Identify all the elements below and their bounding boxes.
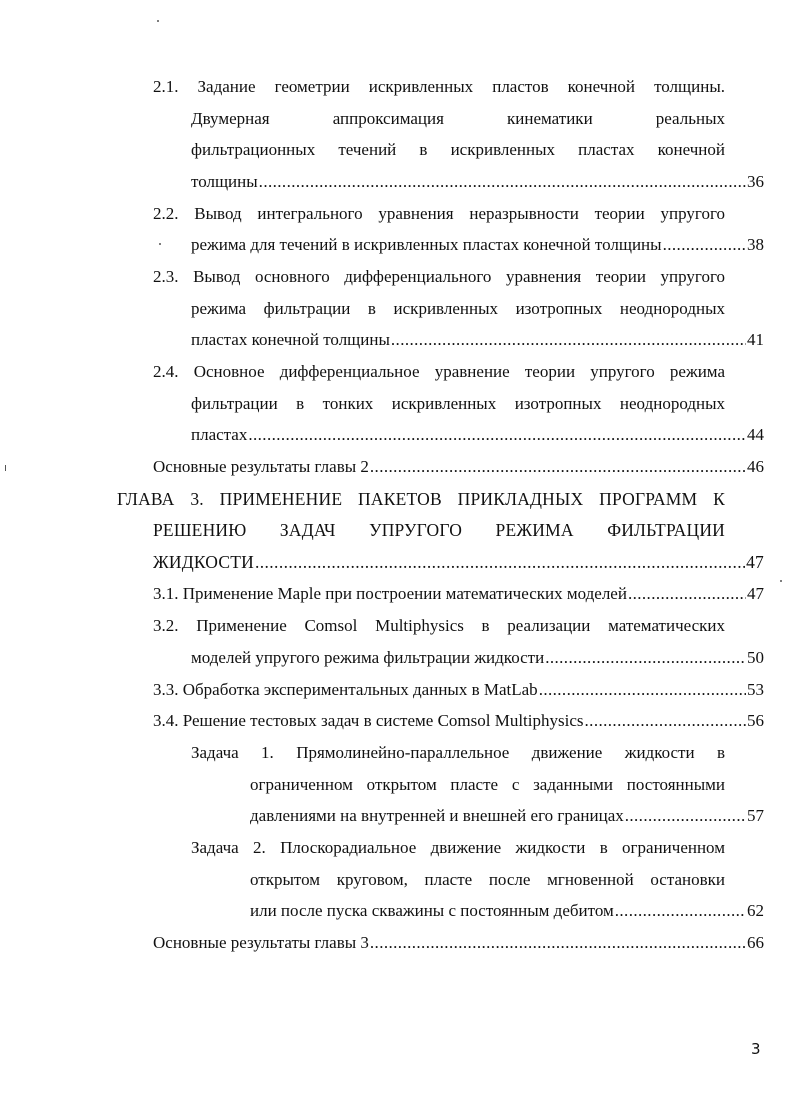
- toc-entry-3-3: [153, 678, 764, 702]
- toc-3-3-text: 3.3. Обработка экспериментальных данных в MatLab: [153, 680, 538, 699]
- toc-2-1-line-3: фильтрационных течений в искривленных пластах конечной: [191, 140, 725, 159]
- toc-entry-3-2: [191, 646, 764, 670]
- toc-entry-chapter-3: [153, 550, 764, 574]
- toc-2-1-page: 36: [747, 172, 764, 191]
- toc-2-2-page: 38: [747, 235, 764, 254]
- toc-2-4-line-2: фильтрации в тонких искривленных изотропных неоднородных: [191, 394, 725, 413]
- toc-chapter-3-line-3: ЖИДКОСТИ: [153, 552, 254, 572]
- toc-2-1-line-2: Двумерная аппроксимация кинематики реальных: [191, 109, 725, 128]
- toc-2-1-line-4: толщины: [191, 172, 258, 191]
- toc-chapter-3-line-1: ГЛАВА 3. ПРИМЕНЕНИЕ ПАКЕТОВ ПРИКЛАДНЫХ ПРОГРАММ К: [117, 489, 725, 509]
- leader-dots: [248, 423, 746, 447]
- toc-task-2-page: 62: [747, 901, 764, 920]
- toc-task-1-line-1: Задача 1. Прямолинейно-параллельное движение жидкости в: [191, 743, 725, 762]
- toc-entry-task-2: [250, 899, 764, 923]
- leader-dots: [391, 328, 746, 352]
- toc-2-2-line-2: режима для течений в искривленных пластах конечной толщины: [191, 235, 662, 254]
- toc-entry-task-1: [250, 804, 764, 828]
- toc-results-2-page: 46: [747, 457, 764, 476]
- leader-dots: [255, 550, 745, 574]
- toc-chapter-3-page: 47: [746, 552, 764, 572]
- toc-2-4-line-1: 2.4. Основное дифференциальное уравнение теории упругого режима: [153, 362, 725, 381]
- toc-3-2-line-2: моделей упругого режима фильтрации жидкости: [191, 648, 545, 667]
- toc-results-2-text: Основные результаты главы 2: [153, 457, 369, 476]
- toc-3-2-line-1: 3.2. Применение Comsol Multiphysics в реализации математических: [153, 616, 725, 635]
- toc-task-1-line-2: ограниченном открытом пласте с заданными постоянными: [250, 775, 725, 794]
- toc-3-3-page: 53: [747, 680, 764, 699]
- toc-chapter-3-line-2: РЕШЕНИЮ ЗАДАЧ УПРУГОГО РЕЖИМА ФИЛЬТРАЦИИ: [153, 520, 725, 540]
- toc-task-2-line-1: Задача 2. Плоскорадиальное движение жидкости в ограниченном: [191, 838, 725, 857]
- scan-speck: [159, 243, 161, 245]
- toc-3-4-text: 3.4. Решение тестовых задач в системе Comsol Multiphysics: [153, 711, 584, 730]
- toc-3-4-page: 56: [747, 711, 764, 730]
- toc-2-2-line-1: 2.2. Вывод интегрального уравнения неразрывности теории упругого: [153, 204, 725, 223]
- toc-3-1-text: 3.1. Применение Maple при построении математических моделей: [153, 584, 627, 603]
- toc-entry-results-2: [153, 455, 764, 479]
- page-number: 3: [751, 1040, 761, 1058]
- toc-2-3-line-2: режима фильтрации в искривленных изотропных неоднородных: [191, 299, 725, 318]
- toc-2-3-page: 41: [747, 330, 764, 349]
- scan-speck: [780, 580, 782, 582]
- leader-dots: [663, 233, 746, 257]
- toc-entry-2-1: [191, 170, 764, 194]
- toc-3-2-page: 50: [747, 648, 764, 667]
- toc-2-4-line-3: пластах: [191, 425, 248, 444]
- toc-entry-3-4: [153, 709, 764, 733]
- leader-dots: [259, 170, 746, 194]
- leader-dots: [545, 646, 746, 670]
- toc-results-3-text: Основные результаты главы 3: [153, 933, 369, 952]
- toc-entry-2-2: [191, 233, 764, 257]
- scan-speck: [5, 465, 6, 471]
- toc-entry-2-4: [191, 423, 764, 447]
- leader-dots: [539, 678, 746, 702]
- scan-speck: [157, 20, 159, 22]
- leader-dots: [615, 899, 746, 923]
- toc-task-2-line-2: открытом круговом, пласте после мгновенной остановки: [250, 870, 725, 889]
- toc-2-3-line-3: пластах конечной толщины: [191, 330, 390, 349]
- leader-dots: [370, 931, 746, 955]
- toc-entry-3-1: [153, 582, 764, 606]
- toc-entry-2-3: [191, 328, 764, 352]
- leader-dots: [625, 804, 746, 828]
- toc-task-1-line-3: давлениями на внутренней и внешней его границах: [250, 806, 624, 825]
- toc-task-1-page: 57: [747, 806, 764, 825]
- toc-results-3-page: 66: [747, 933, 764, 952]
- toc-2-3-line-1: 2.3. Вывод основного дифференциального уравнения теории упругого: [153, 267, 725, 286]
- leader-dots: [628, 582, 746, 606]
- toc-3-1-page: 47: [747, 584, 764, 603]
- toc-task-2-line-3: или после пуска скважины с постоянным дебитом: [250, 901, 614, 920]
- leader-dots: [585, 709, 746, 733]
- toc-2-1-line-1: 2.1. Задание геометрии искривленных пластов конечной толщины.: [153, 77, 725, 96]
- toc-2-4-page: 44: [747, 425, 764, 444]
- leader-dots: [370, 455, 746, 479]
- toc-entry-results-3: [153, 931, 764, 955]
